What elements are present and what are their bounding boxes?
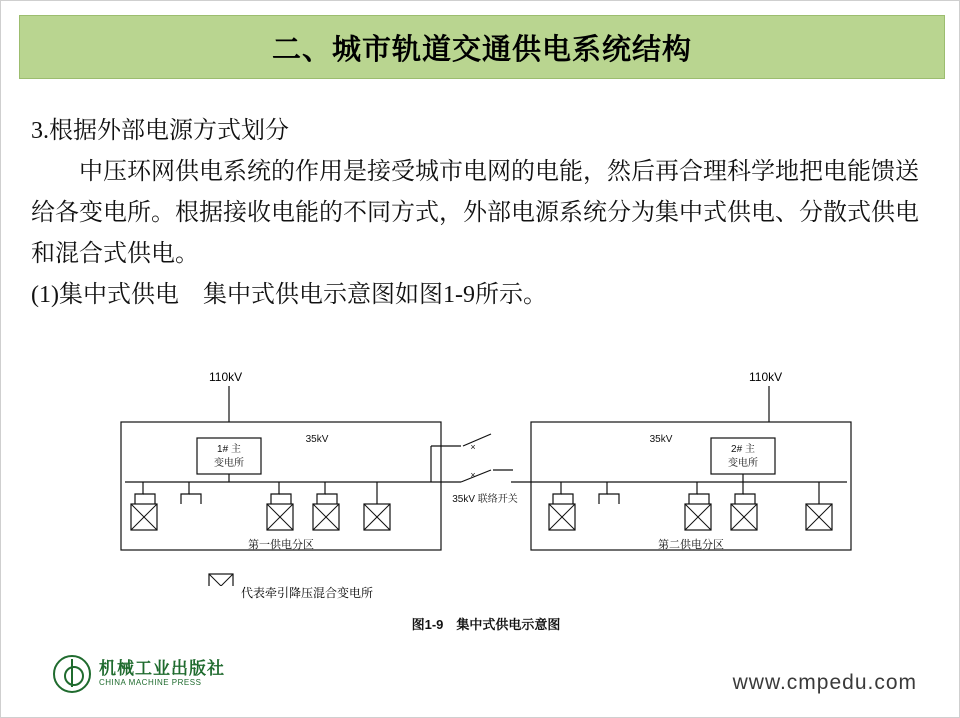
- svg-text:×: ×: [470, 470, 476, 480]
- svg-text:35kV: 35kV: [305, 434, 329, 445]
- body-line-2: (1)集中式供电 集中式供电示意图如图1-9所示。: [31, 282, 547, 308]
- diagram-svg: [101, 386, 871, 586]
- svg-text:35kV: 35kV: [649, 434, 673, 445]
- publisher-logo: [53, 653, 233, 695]
- publisher-name-block: [99, 660, 225, 687]
- slide-body-text: [31, 111, 931, 316]
- body-line-1: 3.根据外部电源方式划分: [31, 118, 289, 144]
- page-title: 二、城市轨道交通供电系统结构: [271, 31, 692, 66]
- svg-text:第一供电分区: 第一供电分区: [248, 539, 314, 551]
- figure-caption: 图1-9 集中式供电示意图: [411, 617, 561, 632]
- svg-text:变电所: 变电所: [214, 458, 244, 469]
- svg-text:1# 主: 1# 主: [217, 444, 241, 455]
- figure-centralized-power-supply: [101, 356, 871, 641]
- gear-circle-icon: [53, 655, 91, 693]
- label-110kv-left: 110kV: [209, 370, 243, 384]
- svg-text:35kV 联络开关: 35kV 联络开关: [452, 494, 518, 505]
- footer-website-url: www.cmpedu.com: [732, 671, 917, 694]
- svg-text:变电所: 变电所: [728, 458, 758, 469]
- publisher-name-cn: 机械工业出版社: [99, 659, 225, 680]
- label-110kv-right: 110kV: [749, 370, 783, 384]
- slide-title-banner: [19, 15, 945, 79]
- svg-text:2# 主: 2# 主: [731, 444, 755, 455]
- body-paragraph-1: 中压环网供电系统的作用是接受城市电网的电能，然后再合理科学地把电能馈送给各变电所。根据接收电能的不同方式，外部电源系统分为集中式供电、分散式供电和混合式供电。: [31, 159, 919, 267]
- publisher-name-en: CHINA MACHINE PRESS: [99, 677, 202, 687]
- svg-text:×: ×: [470, 442, 476, 452]
- svg-text:第二供电分区: 第二供电分区: [658, 539, 724, 551]
- figure-legend-text: 代表牵引降压混合变电所: [241, 586, 374, 600]
